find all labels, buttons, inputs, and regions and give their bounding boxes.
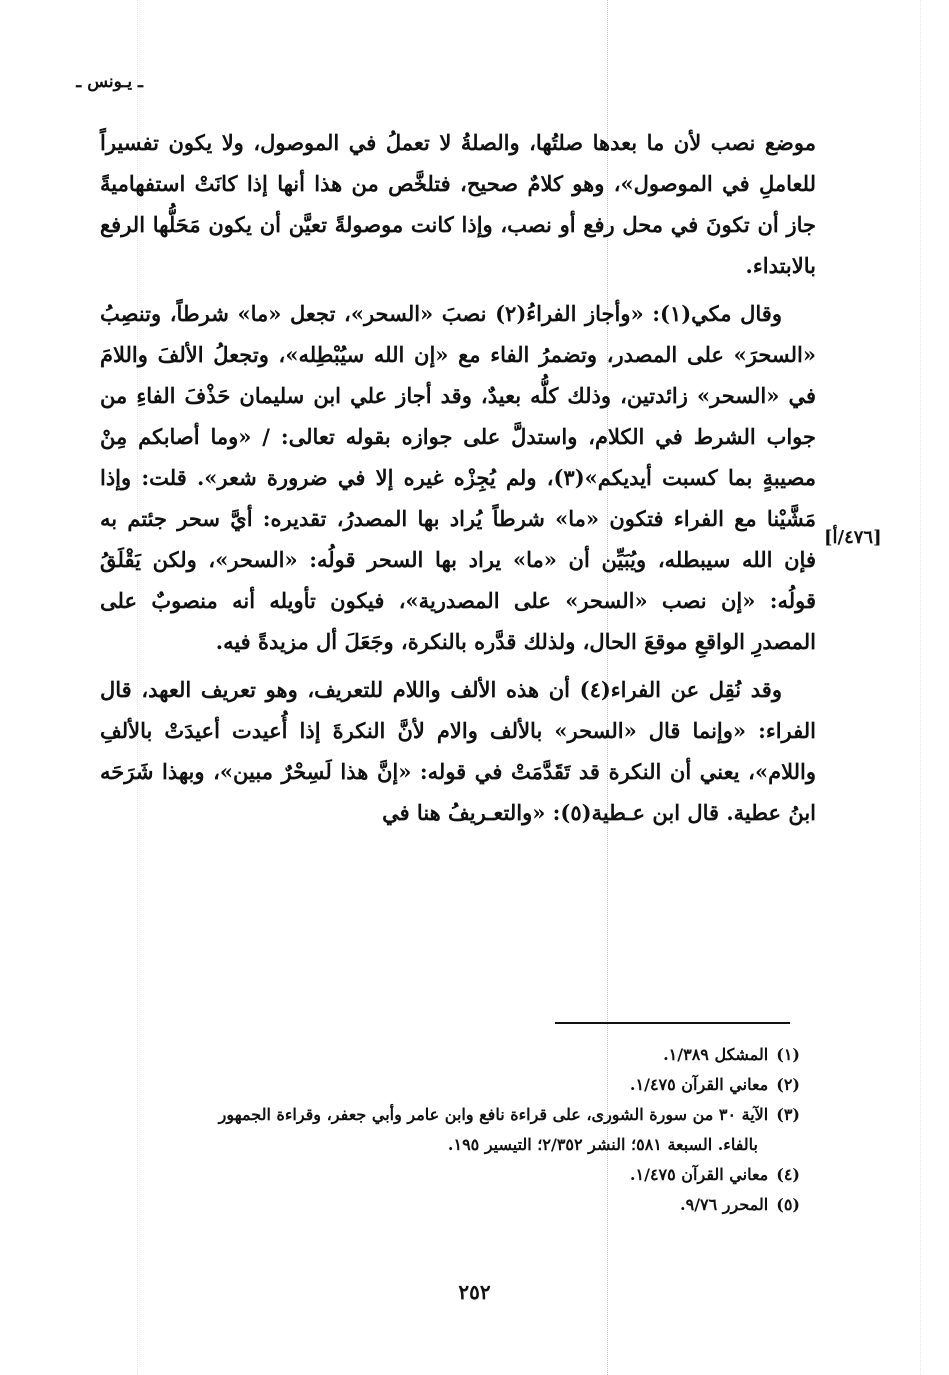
footnote-separator [555,1022,790,1024]
paragraph-2 [100,293,816,662]
paragraph-text: وقال مكي(١): «وأجاز الفراءُ(٢) نصبَ «السحر»، تجعل «ما» شرطاً، وتنصِبُ «السحرَ» على المصدر، وتضمرُ الفاء مع «إن الله سيُبْطِله»، وتجعلُ الألفَ واللامَ في «السحر» زائدتين، وذلك كلُّه بعيدٌ، وقد أجاز علي ابن سليمان حَذْفَ الفاءِ من جواب الشرط في الكلام، واستدلَّ على جوازه بقوله تعالى: / «وما أصابكم مِنْ مصيبةٍ بما كسبت أيديكم»(٣)، ولم يُجِزْه غيره إلا في ضرورة شعر». قلت: وإذا مَشَّيْنا مع الفراء فتكون «ما» شرطاً يُراد بها المصدرُ، تقديره: أيَّ سحر جئتم به فإن الله سيبطله، ويُبَيِّن أن «ما» يراد بها السحر قولُه: «السحر»، ولكن يَقْلَقُ قولُه: «إن نصب «السحر» على المصدرية»، فيكون تأويله أنه منصوبٌ على المصدرِ الواقعِ موقعَ الحال، ولذلك قدَّره بالنكرة، وجَعَلَ أل مزيدةً فيه. [100,301,816,654]
footnote-4 [100,1160,800,1190]
main-text [100,122,816,833]
footnote-number: (١) [776,1045,800,1064]
footnote-5 [100,1190,800,1220]
paragraph-text: وقد نُقِل عن الفراء(٤) أن هذه الألف واللام للتعريف، وهو تعريف العهد، قال الفراء: «وإنما قال «السحر» بالألف والام لأنَّ النكرةَ إذا أُعيدت أعيدَتْ بالألفِ واللام»، يعني أن النكرة قد تَقَدَّمَتْ في قوله: «إنَّ هذا لَسِحْرٌ مبين»، وبهذا شَرَحَه ابنُ عطية. قال ابن عـطية(٥): «والتعـريفُ هنا في [100,677,816,825]
footnotes [100,1040,800,1220]
footnote-number: (٤) [776,1165,800,1184]
footnote-number: (٣) [776,1105,800,1124]
footnote-continuation: بالفاء. السبعة ٥٨١؛ النشر ٢/٣٥٢؛ التيسير ١٩٥. [447,1135,758,1154]
running-title: ـ يـونس ـ [76,72,143,92]
footnote-2 [100,1070,800,1100]
footnote-3 [100,1100,800,1160]
scan-artifact-line [920,0,921,1375]
footnote-text: المحرر ٩/٧٦. [680,1195,769,1214]
footnote-number: (٥) [776,1195,800,1214]
paragraph-1 [100,122,816,286]
footnote-text: المشكل ١/٣٨٩. [663,1045,769,1064]
running-header [76,72,143,92]
paragraph-text: موضع نصب لأن ما بعدها صلتُها، والصلةُ لا تعملُ في الموصول، ولا يكون تفسيراً للعاملِ في الموصول»، وهو كلامٌ صحيح، فتلخَّص من هذا أنها إذا كانَتْ استفهاميةً جاز أن تكونَ في محل رفع أو نصب، وإذا كانت موصولةً تعيَّن أن يكون مَحَلُّها الرفع بالابتداء. [100,130,816,278]
paragraph-3 [100,669,816,833]
footnote-text: الآية ٣٠ من سورة الشورى، على قراءة نافع وابن عامر وأبي جعفر، وقراءة الجمهور [218,1105,769,1124]
footnote-text: معاني القرآن ١/٤٧٥. [629,1165,769,1184]
footnote-1 [100,1040,800,1070]
footnote-text: معاني القرآن ١/٤٧٥. [629,1075,769,1094]
footnote-number: (٢) [776,1075,800,1094]
manuscript-folio-reference: [٤٧٦/أ] [824,527,882,548]
page-number: ٢٥٢ [458,1280,491,1304]
